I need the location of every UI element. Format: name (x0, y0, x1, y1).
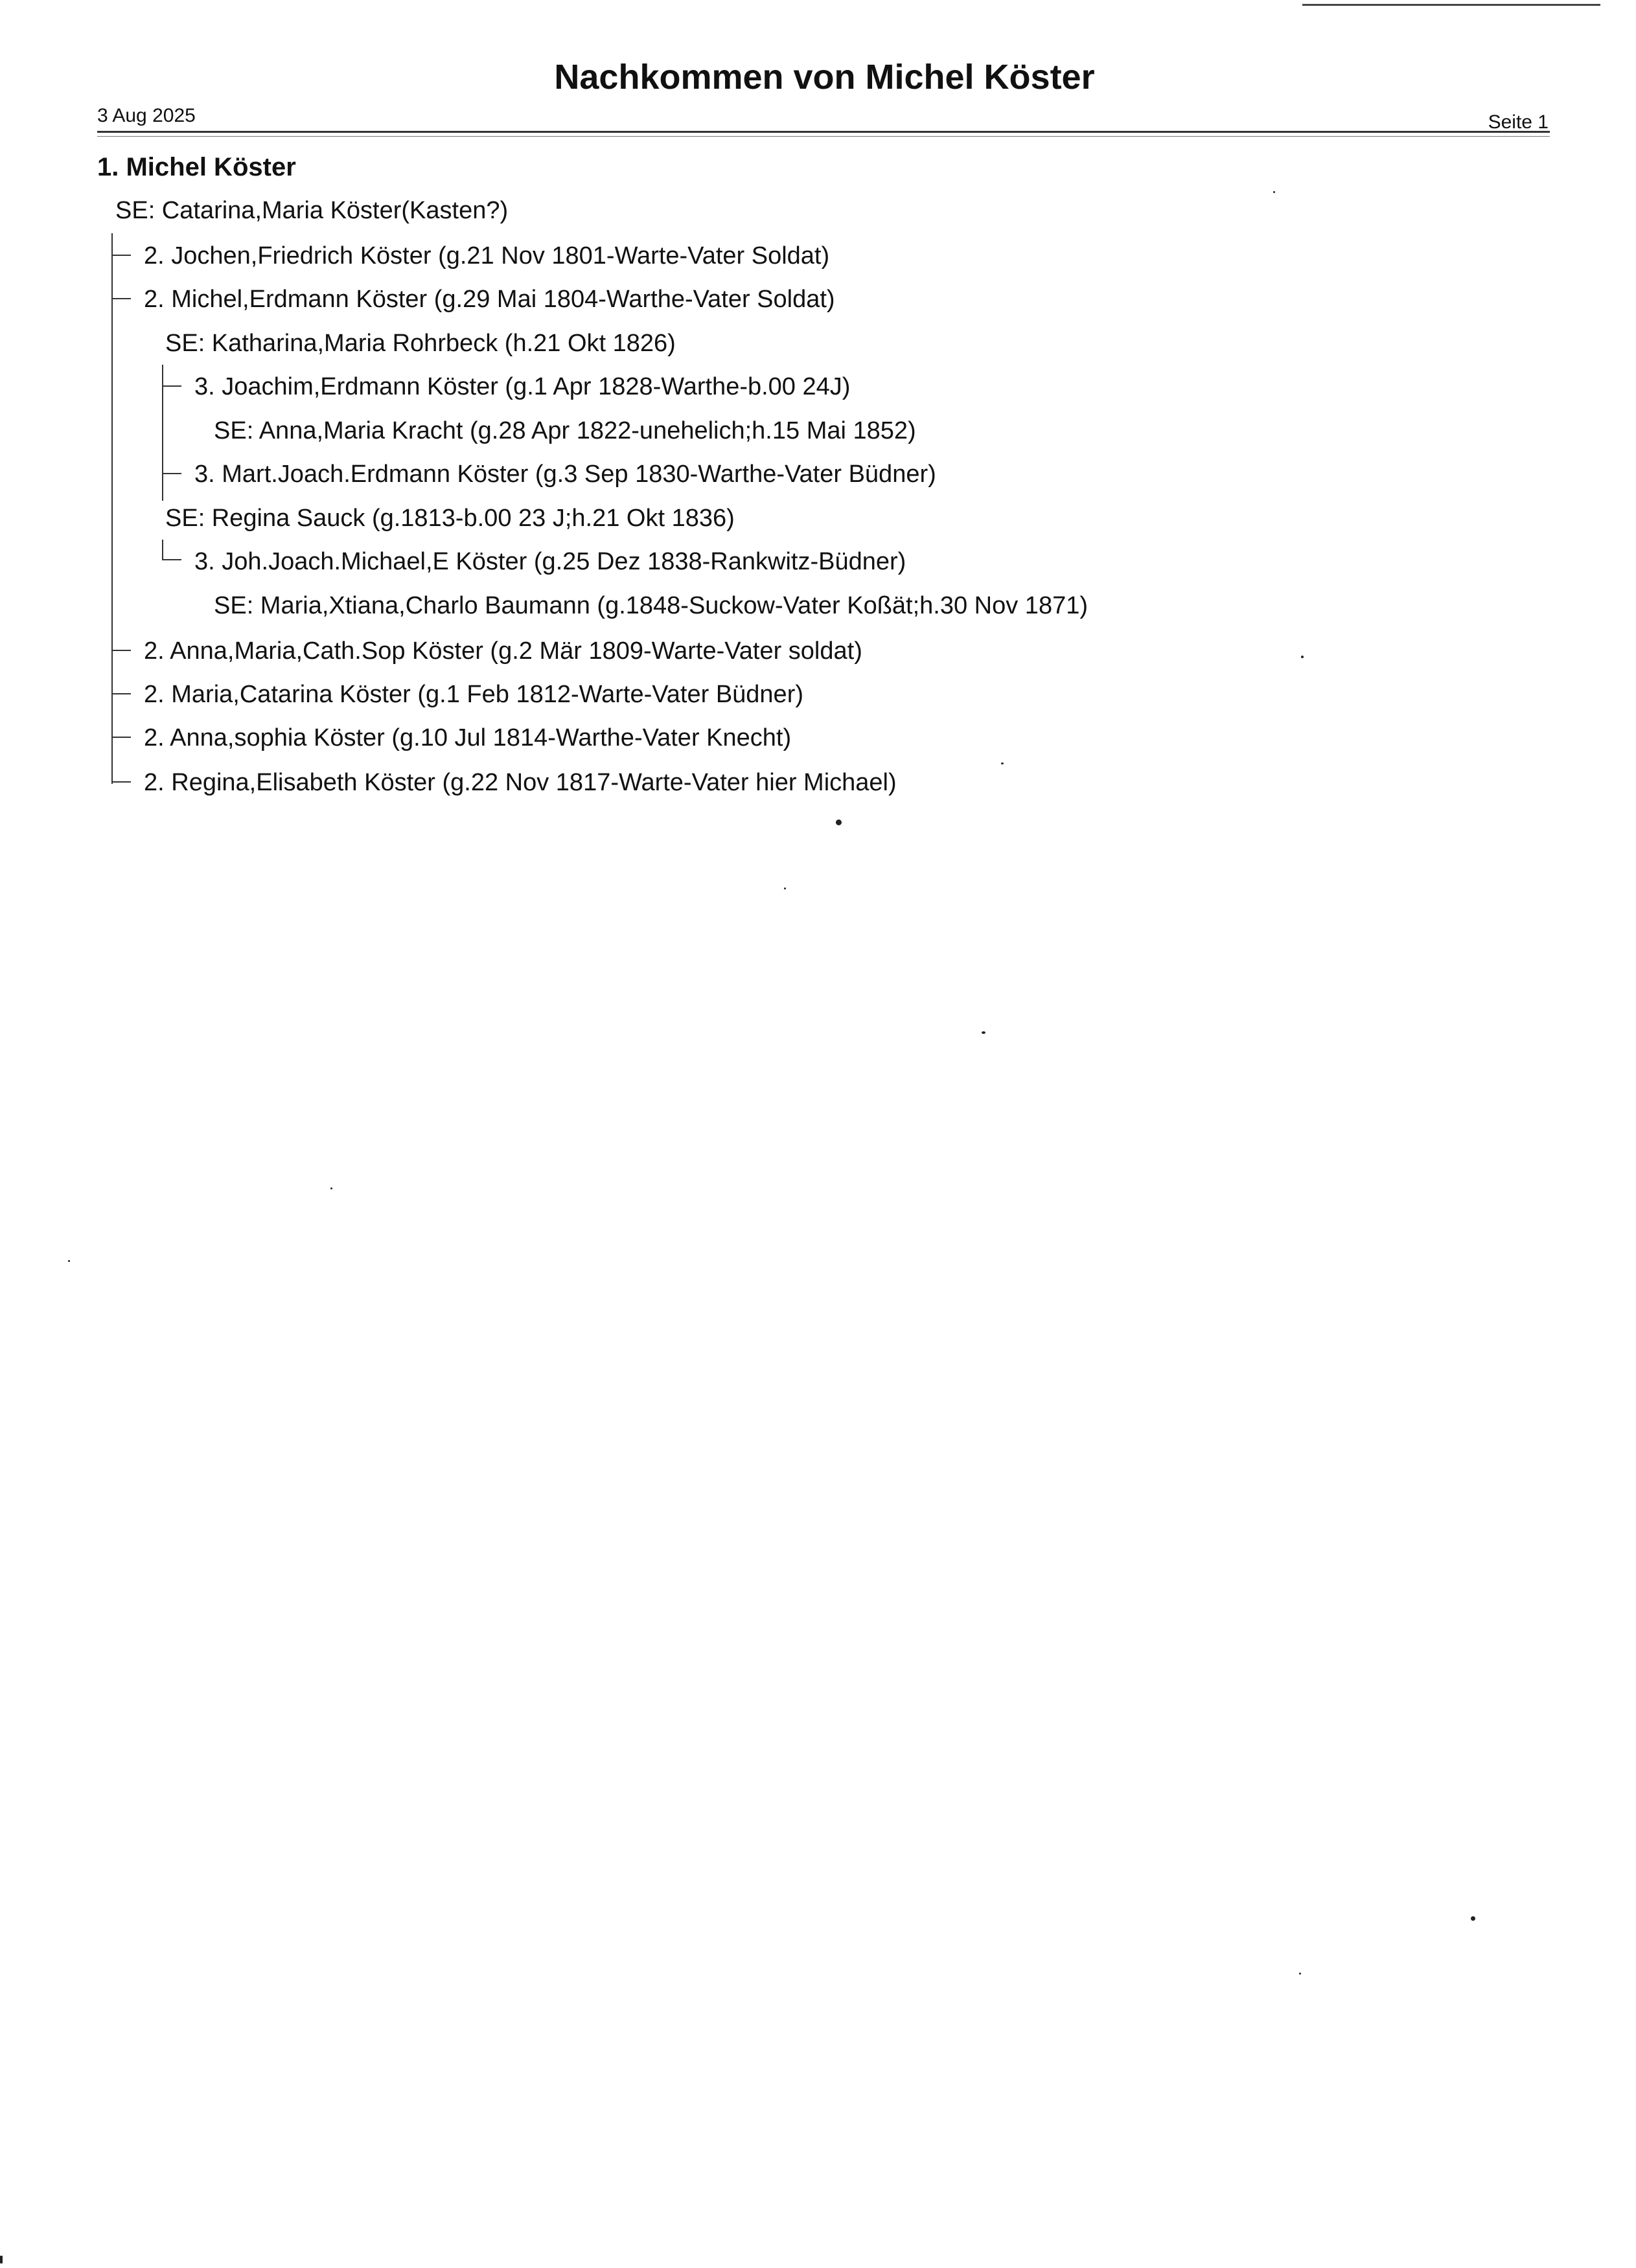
tree-child: 2. Anna,Maria,Cath.Sop Köster (g.2 Mär 1809-Warte-Vater soldat) (144, 637, 862, 665)
page-number: Seite 1 (1488, 111, 1549, 133)
scan-speck (1001, 762, 1004, 764)
report-date: 3 Aug 2025 (97, 105, 196, 126)
scan-speck (0, 2256, 3, 2263)
tree-connector-level1 (111, 233, 113, 784)
header-rule (97, 131, 1550, 133)
tree-branch-grandchild2 (162, 473, 181, 474)
scan-speck (836, 819, 842, 825)
tree-branch-child4 (111, 693, 131, 694)
tree-child: 2. Jochen,Friedrich Köster (g.21 Nov 1801-Warte-Vater Soldat) (144, 242, 830, 269)
tree-grandchild: 3. Joachim,Erdmann Köster (g.1 Apr 1828-Warthe-b.00 24J) (194, 373, 851, 400)
tree-branch-child2 (111, 298, 131, 299)
tree-spouse: SE: Catarina,Maria Köster(Kasten?) (115, 197, 509, 224)
tree-child: 2. Regina,Elisabeth Köster (g.22 Nov 1817-Warte-Vater hier Michael) (144, 769, 897, 796)
tree-branch-child5 (111, 737, 131, 738)
tree-spouse: SE: Regina Sauck (g.1813-b.00 23 J;h.21 Okt 1836) (165, 505, 735, 532)
scan-speck (982, 1031, 985, 1034)
header-rule-secondary (97, 136, 1550, 137)
tree-child: 2. Michel,Erdmann Köster (g.29 Mai 1804-Warthe-Vater Soldat) (144, 286, 835, 313)
tree-child: 2. Maria,Catarina Köster (g.1 Feb 1812-Warte-Vater Büdner) (144, 681, 804, 708)
scan-speck (68, 1260, 70, 1262)
scan-speck (1301, 656, 1304, 658)
page-title: Nachkommen von Michel Köster (554, 58, 1095, 97)
tree-root-person: 1. Michel Köster (97, 153, 296, 181)
tree-grandchild: 3. Mart.Joach.Erdmann Köster (g.3 Sep 1830-Warthe-Vater Büdner) (194, 461, 936, 488)
scan-edge-line (1302, 4, 1600, 6)
scan-speck (330, 1187, 332, 1189)
tree-branch-child6 (111, 781, 131, 783)
scan-speck (1471, 1916, 1475, 1921)
tree-spouse: SE: Anna,Maria Kracht (g.28 Apr 1822-unehelich;h.15 Mai 1852) (214, 417, 916, 444)
scan-speck (1299, 1973, 1301, 1975)
tree-spouse: SE: Katharina,Maria Rohrbeck (h.21 Okt 1826) (165, 330, 676, 357)
tree-branch-grandchild3 (162, 559, 181, 560)
tree-connector-level2-b (162, 540, 163, 559)
tree-branch-child3 (111, 650, 131, 651)
scan-speck (784, 888, 786, 889)
tree-branch-child1 (111, 255, 131, 256)
tree-branch-grandchild1 (162, 385, 181, 387)
tree-spouse: SE: Maria,Xtiana,Charlo Baumann (g.1848-Suckow-Vater Koßät;h.30 Nov 1871) (214, 592, 1088, 619)
tree-grandchild: 3. Joh.Joach.Michael,E Köster (g.25 Dez 1838-Rankwitz-Büdner) (194, 548, 906, 575)
scan-speck (1273, 191, 1275, 193)
tree-child: 2. Anna,sophia Köster (g.10 Jul 1814-Warthe-Vater Knecht) (144, 724, 792, 751)
